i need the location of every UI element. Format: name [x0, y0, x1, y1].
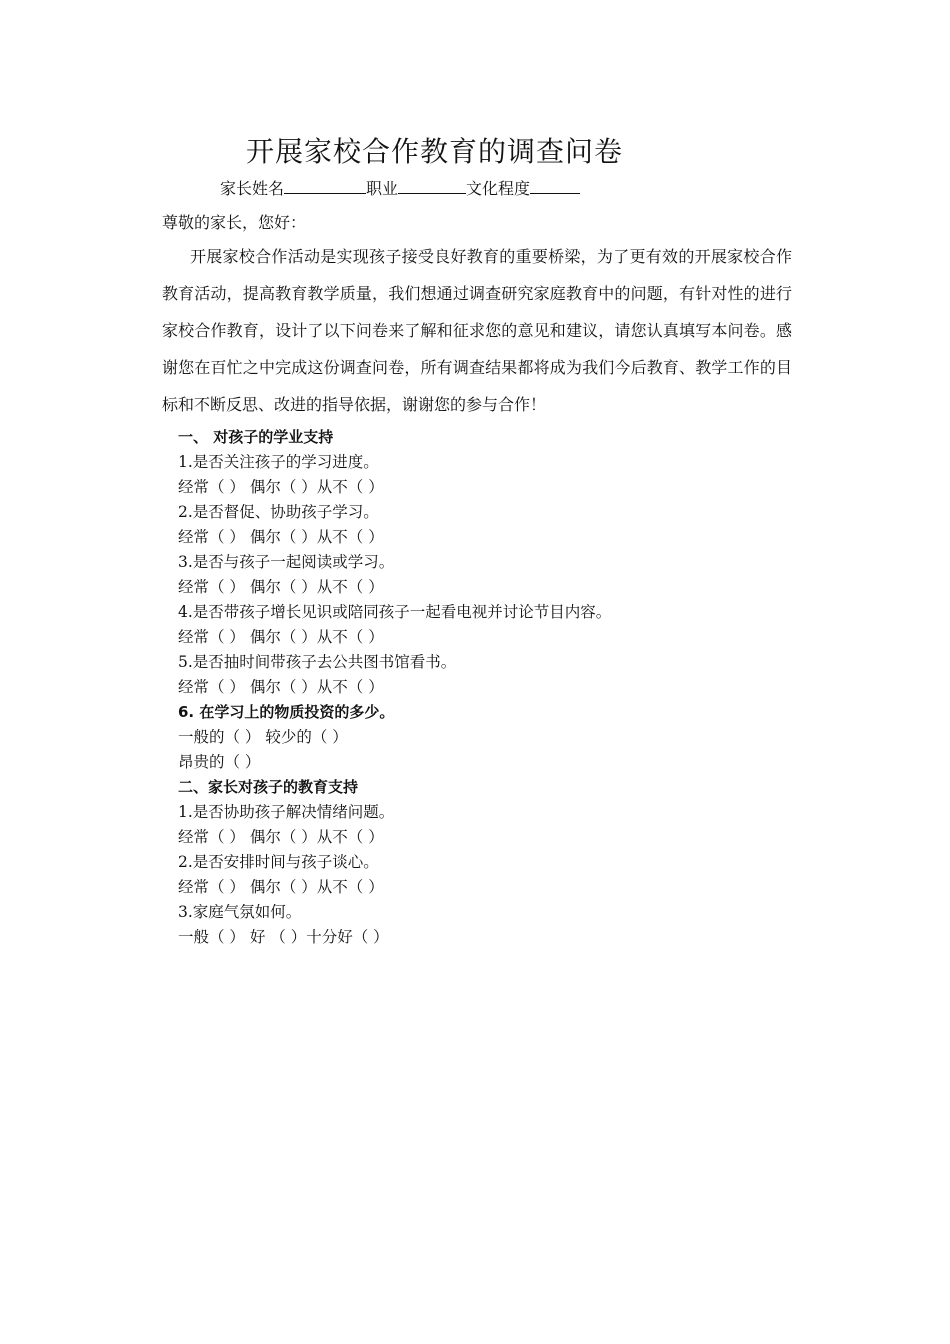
education-label: 文化程度	[466, 179, 531, 198]
answer-options-1-3: 经常（ ） 偶尔（ ）从不（ ）	[178, 578, 384, 596]
name-blank	[284, 179, 366, 194]
answer-options-2-3: 一般（ ） 好 （ ）十分好（ ）	[178, 928, 389, 946]
answer-options-1-4: 经常（ ） 偶尔（ ）从不（ ）	[178, 628, 384, 646]
greeting: 尊敬的家长，您好：	[162, 213, 307, 232]
answer-options-1-2: 经常（ ） 偶尔（ ）从不（ ）	[178, 528, 384, 546]
survey-body	[178, 425, 778, 950]
answer-options-2-1: 经常（ ） 偶尔（ ）从不（ ）	[178, 828, 384, 846]
parent-info-line	[220, 176, 580, 199]
question-2-2: 2.是否安排时间与孩子谈心。	[178, 853, 379, 871]
question-1-2: 2.是否督促、协助孩子学习。	[178, 503, 379, 521]
question-1-1: 1.是否关注孩子的学习进度。	[178, 453, 379, 471]
name-label: 家长姓名	[220, 179, 285, 198]
answer-options-1-6b: 昂贵的（ ）	[178, 753, 261, 771]
question-2-3: 3.家庭气氛如何。	[178, 903, 302, 921]
answer-options-1-1: 经常（ ） 偶尔（ ）从不（ ）	[178, 478, 384, 496]
job-blank	[398, 179, 466, 194]
answer-options-2-2: 经常（ ） 偶尔（ ）从不（ ）	[178, 878, 384, 896]
question-2-1: 1.是否协助孩子解决情绪问题。	[178, 803, 395, 821]
answer-options-1-5: 经常（ ） 偶尔（ ）从不（ ）	[178, 678, 384, 696]
question-1-6: 6. 在学习上的物质投资的多少。	[178, 703, 395, 721]
answer-options-1-6: 一般的（ ） 较少的（ ）	[178, 728, 348, 746]
section-1-title: 一、 对孩子的学业支持	[178, 428, 334, 446]
education-blank	[530, 179, 580, 194]
intro-paragraph: 开展家校合作活动是实现孩子接受良好教育的重要桥梁，为了更有效的开展家校合作教育活动，提高教育教学质量，我们想通过调查研究家庭教育中的问题，有针对性的进行家校合作教育，设计了以下问卷来了解和征求您的意见和建议，请您认真填写本问卷。感谢您在百忙之中完成这份调查问卷，所有调查结果都将成为我们今后教育、教学工作的目标和不断反思、改进的指导依据，谢谢您的参与合作！	[162, 247, 792, 414]
question-1-3: 3.是否与孩子一起阅读或学习。	[178, 553, 395, 571]
question-1-4: 4.是否带孩子增长见识或陪同孩子一起看电视并讨论节目内容。	[178, 603, 612, 621]
job-label: 职业	[366, 179, 399, 198]
document-title: 开展家校合作教育的调查问卷	[246, 135, 624, 168]
section-2-title: 二、家长对孩子的教育支持	[178, 778, 359, 796]
question-1-5: 5.是否抽时间带孩子去公共图书馆看书。	[178, 653, 457, 671]
